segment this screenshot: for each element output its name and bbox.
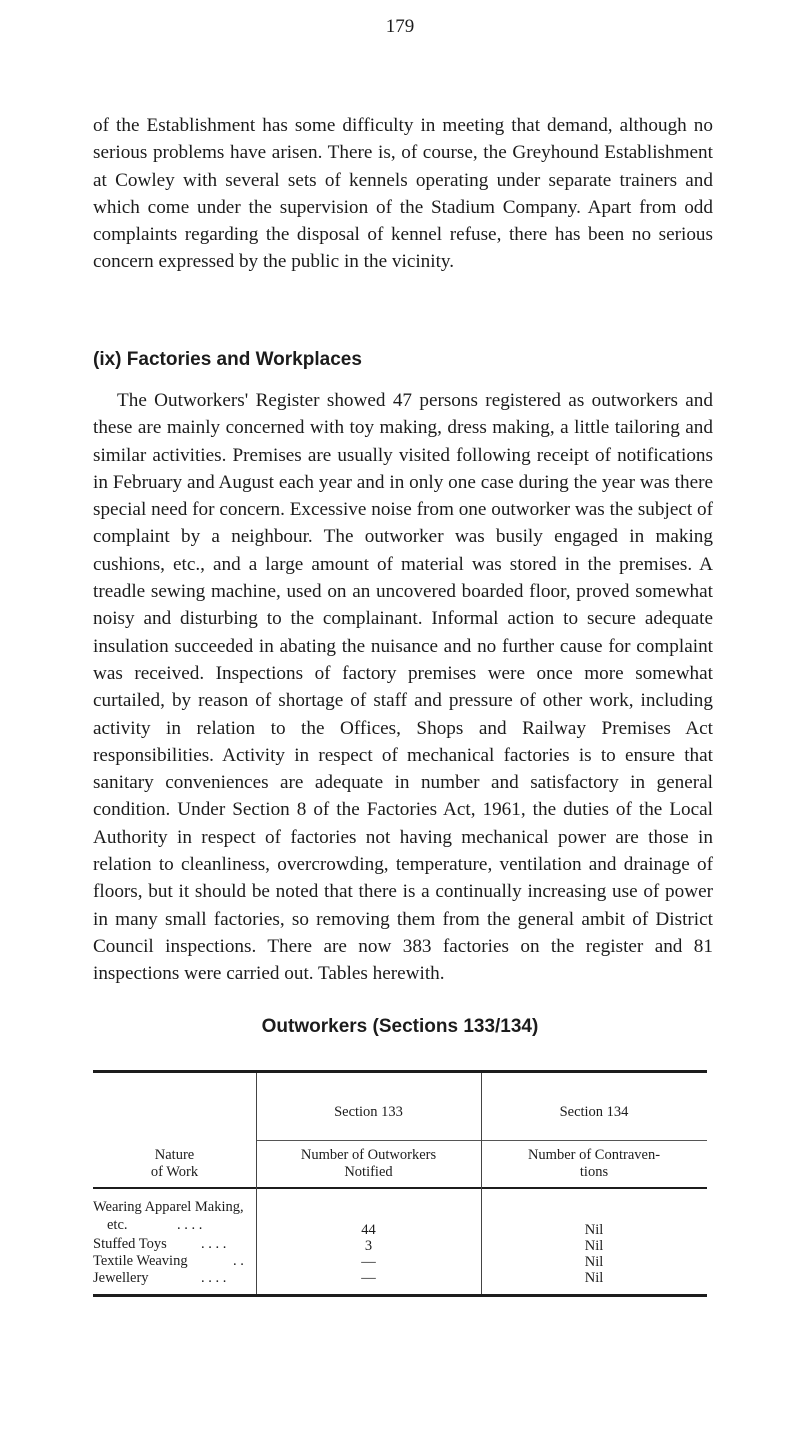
- contraventions-header: [481, 1147, 707, 1181]
- contraventions-header-line: Number of Contraven-: [527, 1147, 661, 1163]
- row-label: etc.: [107, 1217, 128, 1233]
- nature-header: [93, 1147, 256, 1181]
- nature-header-line: of Work: [150, 1164, 199, 1180]
- notified-header: [256, 1147, 481, 1181]
- header-bottom-rule: [93, 1187, 707, 1189]
- row-label: Textile Weaving: [93, 1253, 188, 1269]
- notified-value: —: [361, 1254, 376, 1270]
- table-title: Outworkers (Sections 133/134): [261, 1016, 539, 1037]
- table-bottom-rule: [93, 1294, 707, 1297]
- notified-value: 44: [361, 1222, 376, 1238]
- row-label: Wearing Apparel Making,: [93, 1199, 244, 1215]
- contraventions-header-line: tions: [579, 1164, 609, 1180]
- leader-dots: . . . .: [201, 1270, 227, 1286]
- notified-header-line: Notified: [344, 1164, 393, 1180]
- notified-header-line: Number of Outworkers: [300, 1147, 437, 1163]
- contraventions-value: Nil: [584, 1254, 604, 1270]
- contraventions-value: Nil: [584, 1222, 604, 1238]
- row-label: Jewellery: [93, 1270, 149, 1286]
- row-label: Stuffed Toys: [93, 1236, 167, 1252]
- page-number: 179: [385, 16, 415, 37]
- table-top-rule: [93, 1070, 707, 1073]
- outworkers-table: [93, 1070, 707, 1296]
- leader-dots: . . . .: [177, 1217, 203, 1233]
- section-134-header: Section 134: [559, 1104, 629, 1120]
- nature-header-line: Nature: [154, 1147, 195, 1163]
- contraventions-value: Nil: [584, 1270, 604, 1286]
- leader-dots: . .: [233, 1253, 244, 1269]
- section-133-header: Section 133: [334, 1104, 403, 1120]
- contraventions-value: Nil: [584, 1238, 604, 1254]
- section-heading: (ix) Factories and Workplaces: [93, 349, 362, 370]
- body-paragraph: The Outworkers' Register showed 47 persons registered as outworkers and these are mainly concerned with toy making, dress making, a little tailoring and similar activities. Premises are usually visited following receipt of notifications in February and August each year and in only one case during the year was there special need for concern. Excessive noise from one outworker was the subject of complaint by a neighbour. The outworker was busily engaged in making cushions, etc., and a large amount of material was stored in the premises. A treadle sewing machine, used on an uncovered boarded floor, proved somewhat noisy and disturbing to the complainant. Informal action to secure adequate insulation succeeded in abating the nuisance and no further cause for complaint was received. Inspections of factory premises were once more somewhat curtailed, by reason of shortage of staff and pressure of other work, including activity in relation to the Offices, Shops and Railway Premises Act responsibilities. Activity in respect of mechanical factories is to ensure that sanitary conveniences are adequate in number and satisfactory in general condition. Under Section 8 of the Factories Act, 1961, the duties of the Local Authority in respect of factories not having mechanical power are those in relation to cleanliness, overcrowding, temperature, ventilation and drainage of floors, but it should be noted that there is a continually increasing use of power in many small factories, so removing them from the general ambit of District Council inspections. There are now 383 factories on the register and 81 inspections were carried out. Tables herewith.: [93, 390, 713, 985]
- leader-dots: . . . .: [201, 1236, 227, 1252]
- notified-value: —: [361, 1270, 376, 1286]
- notified-value: 3: [364, 1238, 373, 1254]
- body-paragraph: of the Establishment has some difficulty in meeting that demand, although no serious problems have arisen. There is, of course, the Greyhound Establishment at Cowley with several sets of kennels operating under separate trainers and which come under the supervision of the Stadium Company. Apart from odd complaints regarding the disposal of kennel refuse, there has been no serious concern expressed by the public in the vicinity.: [93, 115, 713, 273]
